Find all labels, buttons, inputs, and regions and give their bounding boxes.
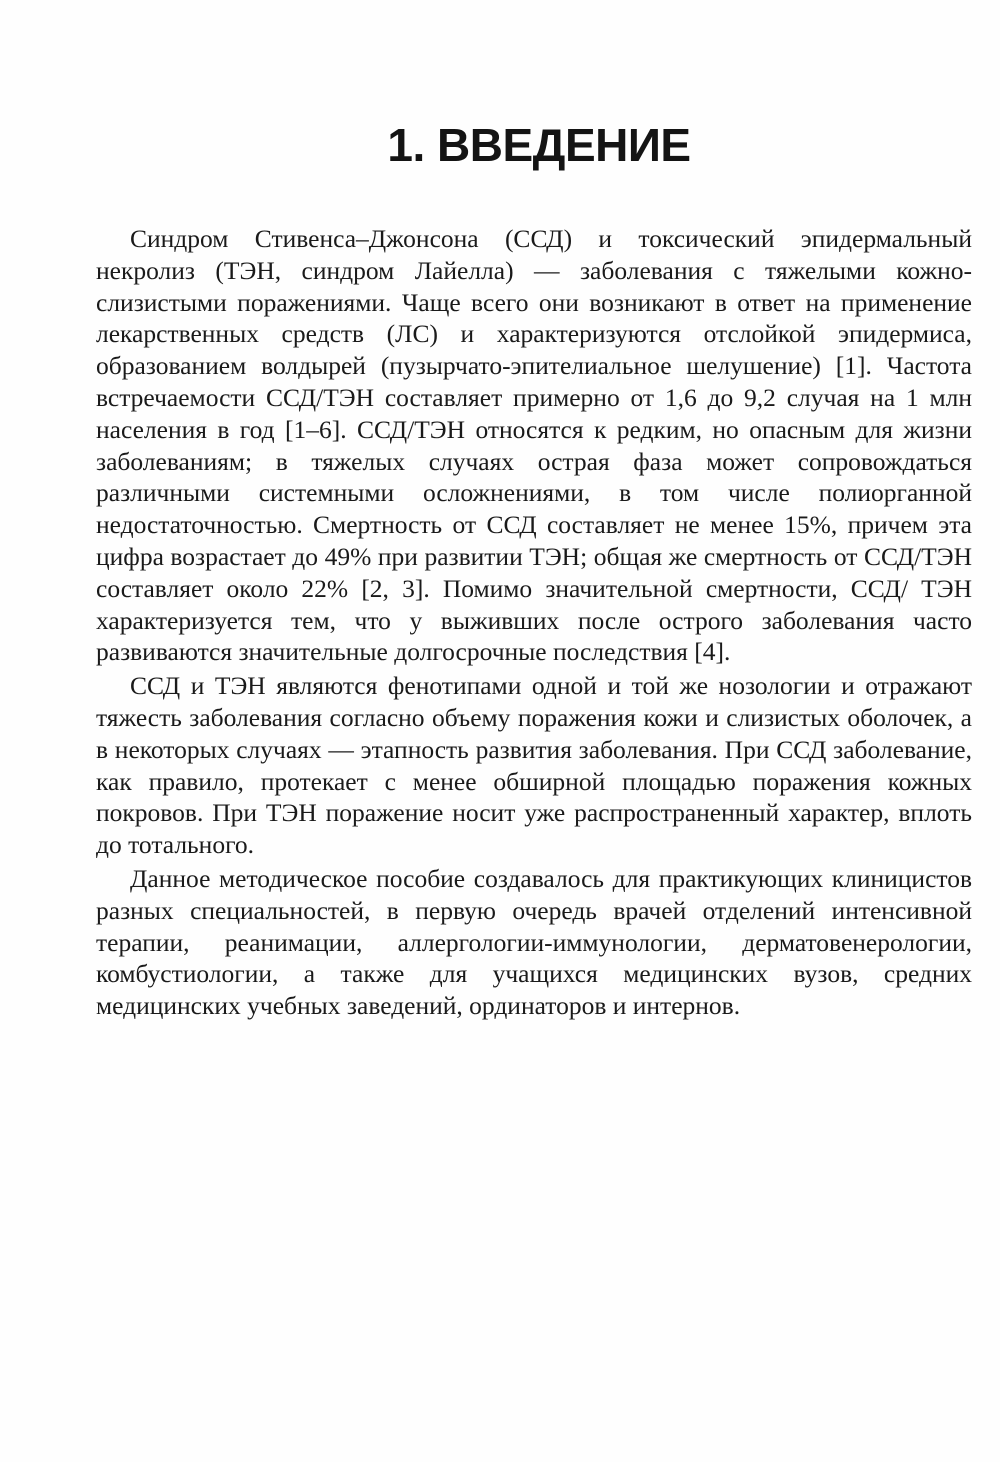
paragraph-1: Синдром Стивенса–Джонсона (ССД) и токсический эпидермальный некролиз (ТЭН, синдром Лайелла) — заболевания с тяжелыми кожно-слизистыми поражениями. Чаще всего они возникают в ответ на применение лекарственных средств (ЛС) и характеризуются отслойкой эпидермиса, образованием волдырей (пузырчато-эпителиальное шелушение) [1]. Частота встречаемости ССД/ТЭН составляет примерно от 1,6 до 9,2 случая на 1 млн населения в год [1–6]. ССД/ТЭН относятся к редким, но опасным для жизни заболеваниям; в тяжелых случаях острая фаза может сопровождаться различными системными осложнениями, в том числе полиорганной недостаточностью. Смертность от ССД составляет не менее 15%, причем эта цифра возрастает до 49% при развитии ТЭН; общая же смертность от ССД/ТЭН составляет около 22% [2, 3]. Помимо значительной смертности, ССД/ ТЭН характеризуется тем, что у выживших после острого заболевания часто развиваются значительные долгосрочные последствия [4]. — [96, 224, 972, 667]
chapter-heading: 1. ВВЕДЕНИЕ — [387, 119, 691, 171]
body-text — [96, 223, 972, 1024]
paragraph-3: Данное методическое пособие создавалось для практикующих клиницистов разных специальностей, в первую очередь врачей отделений интенсивной терапии, реанимации, аллергологии-иммунологии, дерматовенерологии, комбустиологии, а также для учащихся медицинских вузов, средних медицинских учебных заведений, ординаторов и интернов. — [96, 863, 972, 1021]
paragraph-2: ССД и ТЭН являются фенотипами одной и той же нозологии и отражают тяжесть заболевания согласно объему поражения кожи и слизистых оболочек, а в некоторых случаях — этапность развития заболевания. При ССД заболевание, как правило, протекает с менее обширной площадью поражения кожных покровов. При ТЭН поражение носит уже распространенный характер, вплоть до тотального. — [96, 671, 972, 860]
